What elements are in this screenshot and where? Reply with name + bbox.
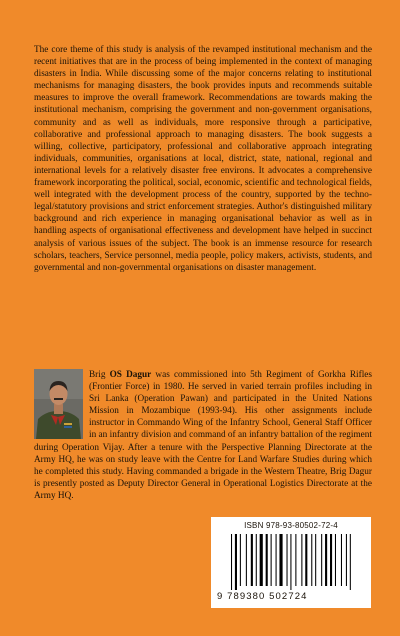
barcode-bar <box>301 534 302 586</box>
isbn-label: ISBN 978-93-80502-72-4 <box>244 521 338 530</box>
barcode-bar <box>321 534 322 586</box>
barcode-digits: 9 789380 502724 <box>217 591 308 602</box>
barcode-bar <box>266 534 268 586</box>
barcode-bar <box>295 534 296 586</box>
barcode-bar <box>246 534 247 586</box>
barcode-bar <box>256 534 257 586</box>
barcode-bar <box>240 534 241 586</box>
barcode-bar <box>325 534 327 586</box>
barcode-bar <box>341 534 342 586</box>
barcode-bar <box>350 534 351 590</box>
barcode-bar <box>279 534 282 586</box>
barcode-bar <box>311 534 312 586</box>
barcode-bar <box>346 534 347 586</box>
barcode-bar <box>231 534 232 590</box>
barcode-bar <box>330 534 332 586</box>
photo-spacer <box>34 369 89 441</box>
author-bio <box>34 369 372 502</box>
barcode-bar <box>260 534 263 586</box>
barcode-bar <box>315 534 316 586</box>
barcode-bar <box>290 534 291 590</box>
barcode-bar <box>276 534 277 586</box>
isbn-barcode-box <box>211 517 371 608</box>
barcode-bar <box>305 534 307 586</box>
author-name: OS Dagur <box>109 370 152 380</box>
barcode-bar <box>335 534 336 586</box>
book-blurb: The core theme of this study is analysis of the revamped institutional mechanism and the recent initiatives that are in the process of being implemented in the context of managing disasters in India. While discussing some of the major concerns relating to institutional mechanisms for managing disasters, the book provides inputs and recommends suitable measures to improve the overall framework. Recommendations are towards making the institutional mechanism, comprising the government and non-government organisations, community and as well as individuals, more responsive through a participative, collaborative and professional approach to managing disasters. The book suggests a willing, collective, participatory, professional and collaborative approach integrating individuals, communities, organisations at local, district, state, national, regional and international levels for a relatively disaster free environs. It advocates a comprehensive framework incorporating the political, social, economic, scientific and technological fields, well integrated with the development process of the country, supported by the techno-legal/statutory provisions and strict enforcement strategies. Author's distinguished military background and rich experience in managing organisational behavior as well as in handling aspects of organisational effectiveness and development have helped in succinct analysis of various issues of the subject. The book is an immense resource for research scholars, teachers, Service personnel, media people, policy makers, activists, students, and governmental and non-governmental organisations on disaster management. <box>34 45 372 273</box>
barcode-image <box>229 534 355 590</box>
author-bio-text: was commissioned into 5th Regiment of Gorkha Rifles (Frontier Force) in 1980. He served in varied terrain profiles including in Sri Lanka (Operation Pawan) and participated in the United Nations Mission in Mozambique (1993-94). His other assignments include instructor in Commando Wing of the Infantry School, General Staff Officer in an infantry division and command of an infantry battalion of the regiment during Operation Vijay. After a tenure with the Perspective Planning Directorate at the Army HQ, he was on study leave with the Centre for Land Warfare Studies during which he completed this study. Having commanded a brigade in the Western Theatre, Brig Dagur is presently posted as Deputy Director General in Operational Logistics Directorate at the Army HQ. <box>34 370 372 501</box>
barcode-bar <box>271 534 272 586</box>
barcode-bar <box>251 534 253 586</box>
author-prefix: Brig <box>89 370 110 380</box>
barcode-bar <box>235 534 237 590</box>
barcode-bar <box>287 534 288 586</box>
